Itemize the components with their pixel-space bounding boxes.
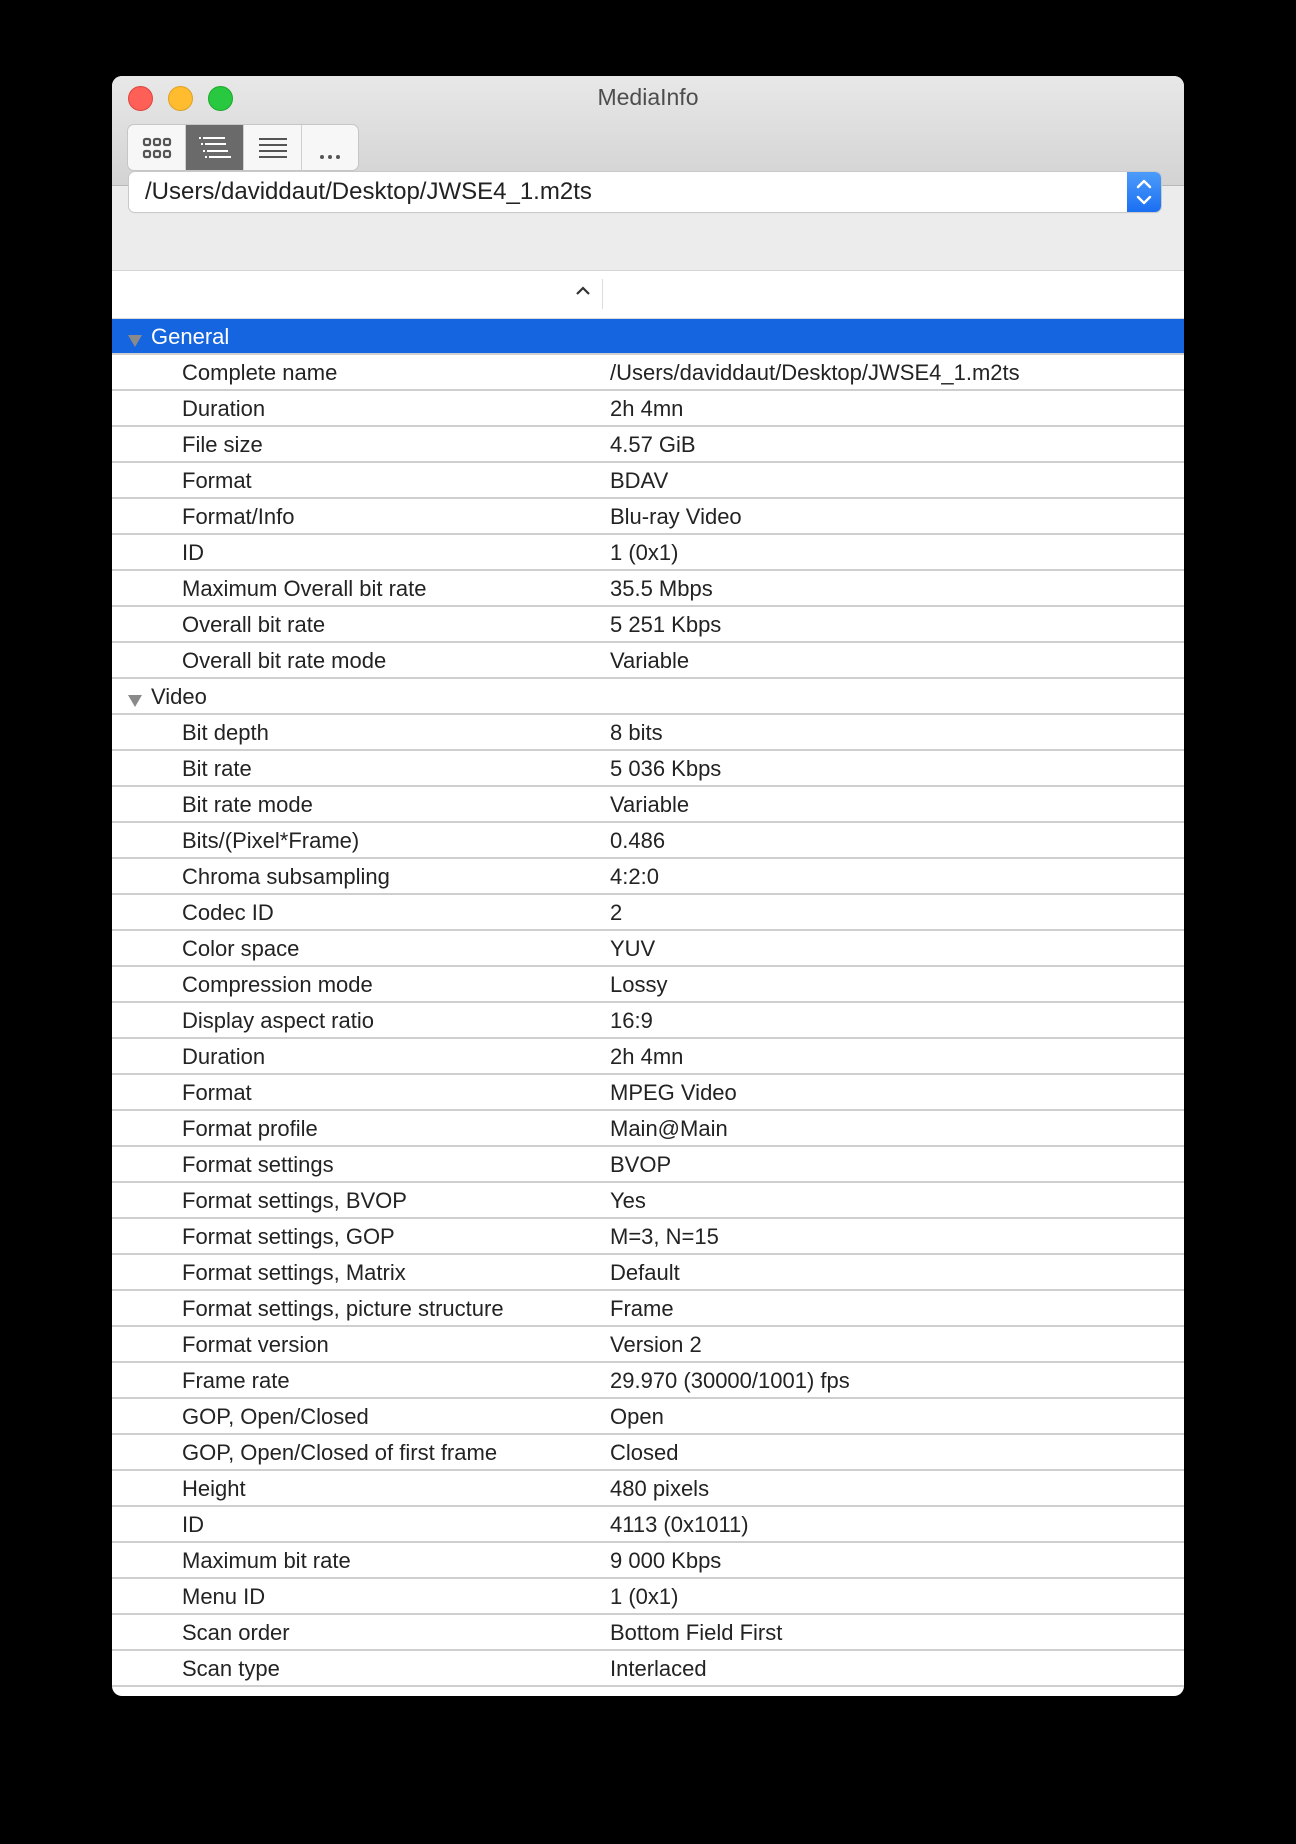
property-value: Frame: [610, 1296, 674, 1321]
property-value: /Users/daviddaut/Desktop/JWSE4_1.m2ts: [610, 360, 1020, 385]
property-name: Format: [182, 1080, 252, 1105]
property-name: Menu ID: [182, 1584, 266, 1609]
property-name: GOP, Open/Closed of first frame: [182, 1440, 498, 1465]
property-row[interactable]: [112, 1543, 1184, 1579]
property-name: Bits/(Pixel*Frame): [182, 828, 360, 853]
file-selector-popup[interactable]: [129, 172, 1161, 212]
property-name: Format version: [182, 1332, 329, 1357]
property-value: 0.486: [610, 828, 666, 853]
property-row[interactable]: [112, 1399, 1184, 1435]
property-row[interactable]: [112, 715, 1184, 751]
property-value: Variable: [610, 792, 690, 817]
property-name: Overall bit rate mode: [182, 648, 387, 673]
property-row[interactable]: [112, 1183, 1184, 1219]
property-value: 35.5 Mbps: [610, 576, 713, 601]
property-value: M=3, N=15: [610, 1224, 719, 1249]
property-name: Scan type: [182, 1656, 280, 1681]
property-value: Bottom Field First: [610, 1620, 783, 1645]
property-row[interactable]: [112, 463, 1184, 499]
property-row[interactable]: [112, 391, 1184, 427]
property-row[interactable]: [112, 1291, 1184, 1327]
property-name: Height: [182, 1476, 246, 1501]
property-name: ID: [182, 1512, 204, 1537]
property-row[interactable]: [112, 1435, 1184, 1471]
basic-view-button[interactable]: [128, 125, 186, 170]
property-name: Maximum Overall bit rate: [182, 576, 427, 601]
property-row[interactable]: [112, 1471, 1184, 1507]
property-name: Format: [182, 468, 252, 493]
property-row[interactable]: [112, 643, 1184, 679]
property-value: 8 bits: [610, 720, 663, 745]
property-value: Lossy: [610, 972, 668, 997]
property-row[interactable]: [112, 967, 1184, 1003]
property-row[interactable]: [112, 1327, 1184, 1363]
property-row[interactable]: [112, 535, 1184, 571]
property-row[interactable]: [112, 1363, 1184, 1399]
property-name: Format settings, Matrix: [182, 1260, 406, 1285]
property-value: Default: [610, 1260, 680, 1285]
property-row[interactable]: [112, 1651, 1184, 1687]
property-value: Blu-ray Video: [610, 504, 742, 529]
property-value: 1 (0x1): [610, 540, 679, 565]
section-label: General: [151, 324, 230, 349]
property-row[interactable]: [112, 1003, 1184, 1039]
property-row[interactable]: [112, 1075, 1184, 1111]
sort-ascending-icon[interactable]: [575, 284, 591, 302]
property-name: Overall bit rate: [182, 612, 326, 637]
property-name: Bit rate: [182, 756, 252, 781]
property-name: Chroma subsampling: [182, 864, 390, 889]
lines-icon: [258, 137, 288, 159]
property-value: 16:9: [610, 1008, 653, 1033]
property-value: MPEG Video: [610, 1080, 737, 1105]
more-view-button[interactable]: [302, 125, 358, 170]
property-name: Compression mode: [182, 972, 373, 997]
property-row[interactable]: [112, 1615, 1184, 1651]
ellipsis-icon: [319, 133, 341, 163]
property-name: Format/Info: [182, 504, 295, 529]
property-row[interactable]: [112, 355, 1184, 391]
property-name: Bit rate mode: [182, 792, 313, 817]
property-name: File size: [182, 432, 263, 457]
property-name: ID: [182, 540, 204, 565]
property-name: Frame rate: [182, 1368, 290, 1393]
property-value: 29.970 (30000/1001) fps: [610, 1368, 850, 1393]
property-row[interactable]: [112, 1111, 1184, 1147]
text-view-button[interactable]: [244, 125, 302, 170]
property-name: Duration: [182, 1044, 266, 1069]
grid-icon: [142, 137, 172, 159]
property-name: Bit depth: [182, 720, 269, 745]
property-name: Codec ID: [182, 900, 274, 925]
property-row[interactable]: [112, 499, 1184, 535]
tree-view-button[interactable]: [186, 125, 244, 170]
property-value: 2h 4mn: [610, 396, 684, 421]
section-row-general[interactable]: [112, 319, 1184, 355]
property-row[interactable]: [112, 1219, 1184, 1255]
property-value: 5 251 Kbps: [610, 612, 722, 637]
popup-arrows[interactable]: [1127, 172, 1161, 212]
property-value: Closed: [610, 1440, 679, 1465]
property-value: Version 2: [610, 1332, 702, 1357]
title-bar: [112, 76, 1184, 186]
property-value: 4113 (0x1011): [610, 1512, 749, 1537]
section-label: Video: [151, 684, 207, 709]
property-value: 9 000 Kbps: [610, 1548, 722, 1573]
property-row[interactable]: [112, 931, 1184, 967]
file-selector-value: /Users/daviddaut/Desktop/JWSE4_1.m2ts: [145, 178, 592, 205]
property-name: Color space: [182, 936, 300, 961]
property-value: 5 036 Kbps: [610, 756, 722, 781]
property-value: Interlaced: [610, 1656, 707, 1681]
mediainfo-window: [112, 76, 1184, 1696]
property-row[interactable]: [112, 1147, 1184, 1183]
table-header: [112, 271, 1184, 319]
view-mode-segmented-control: [128, 125, 358, 170]
up-down-chevron-icon: [1127, 172, 1161, 212]
property-value: Yes: [610, 1188, 646, 1213]
disclosure-triangle-icon[interactable]: [127, 688, 143, 714]
property-name: Scan order: [182, 1620, 290, 1645]
property-name: Format settings: [182, 1152, 334, 1177]
property-name: Duration: [182, 396, 266, 421]
property-name: GOP, Open/Closed: [182, 1404, 369, 1429]
property-value: Open: [610, 1404, 664, 1429]
property-row[interactable]: [112, 787, 1184, 823]
window-title: MediaInfo: [597, 84, 699, 110]
property-value: 480 pixels: [610, 1476, 710, 1501]
property-row[interactable]: [112, 1579, 1184, 1615]
property-name: Format settings, GOP: [182, 1224, 395, 1249]
property-row[interactable]: [112, 607, 1184, 643]
property-value: 4.57 GiB: [610, 432, 696, 457]
property-value: BDAV: [610, 468, 669, 493]
property-name: Maximum bit rate: [182, 1548, 351, 1573]
property-row[interactable]: [112, 751, 1184, 787]
property-value: 2h 4mn: [610, 1044, 684, 1069]
property-value: Main@Main: [610, 1116, 728, 1141]
property-row[interactable]: [112, 859, 1184, 895]
property-row[interactable]: [112, 571, 1184, 607]
indented-list-icon: [198, 136, 232, 160]
property-value: BVOP: [610, 1152, 672, 1177]
property-row[interactable]: [112, 823, 1184, 859]
disclosure-triangle-icon[interactable]: [127, 328, 143, 354]
property-value: 4:2:0: [610, 864, 659, 889]
property-row[interactable]: [112, 1507, 1184, 1543]
section-row-video[interactable]: [112, 679, 1184, 715]
property-name: Format settings, picture structure: [182, 1296, 504, 1321]
property-name: Display aspect ratio: [182, 1008, 374, 1033]
info-tree: [112, 319, 1184, 1687]
property-row[interactable]: [112, 427, 1184, 463]
property-name: Format settings, BVOP: [182, 1188, 407, 1213]
property-value: 2: [610, 900, 623, 925]
property-row[interactable]: [112, 1255, 1184, 1291]
property-name: Complete name: [182, 360, 338, 385]
column-divider[interactable]: [602, 279, 603, 309]
property-value: 1 (0x1): [610, 1584, 679, 1609]
property-name: Format profile: [182, 1116, 318, 1141]
property-value: YUV: [610, 936, 656, 961]
property-value: Variable: [610, 648, 690, 673]
property-row[interactable]: [112, 1039, 1184, 1075]
property-row[interactable]: [112, 895, 1184, 931]
